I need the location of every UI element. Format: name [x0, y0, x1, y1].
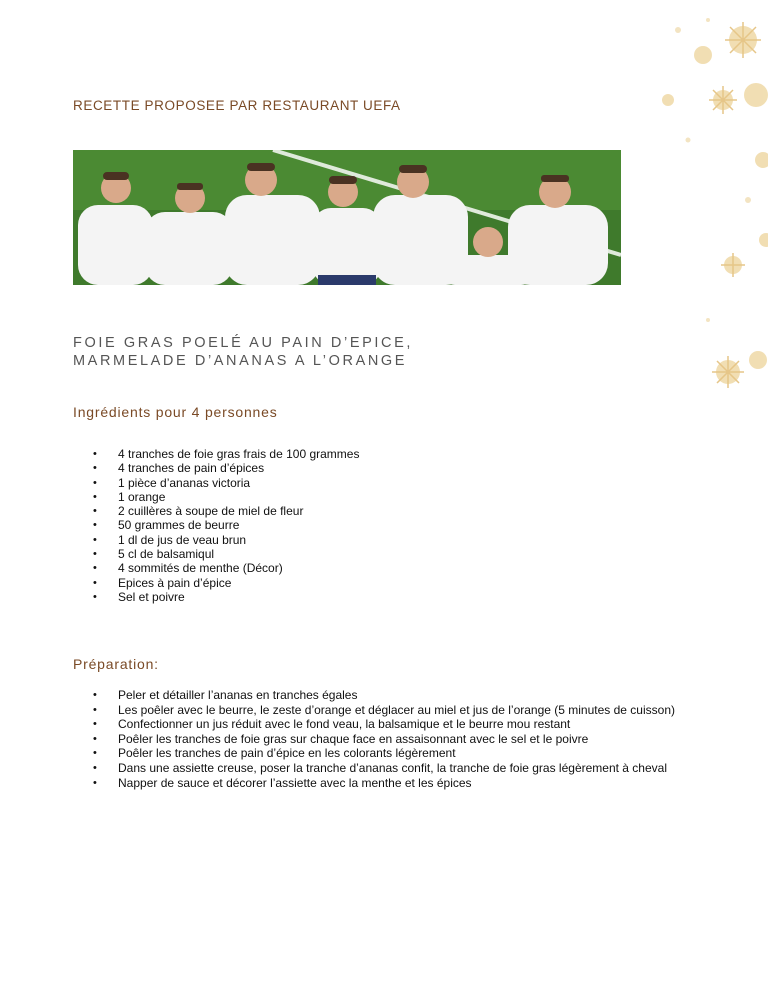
- list-item: • 4 tranches de pain d’épices: [118, 461, 718, 475]
- list-item: • 5 cl de balsamiqul: [118, 547, 718, 561]
- preparation-heading: Préparation:: [73, 656, 159, 672]
- ingredients-list: [118, 447, 718, 604]
- list-item: • Peler et détailler l’ananas en tranches égales: [118, 688, 688, 702]
- list-item: • Poêler les tranches de foie gras sur chaque face en assaisonnant avec le sel et le poivre: [118, 732, 688, 746]
- list-item: • Epices à pain d’épice: [118, 576, 718, 590]
- ingredients-heading: Ingrédients pour 4 personnes: [73, 404, 278, 420]
- team-photo: [73, 150, 621, 285]
- recipe-title-line1: FOIE GRAS POELÉ AU PAIN D’EPICE,: [73, 335, 413, 351]
- list-item: • 50 grammes de beurre: [118, 518, 718, 532]
- list-item: • 1 orange: [118, 490, 718, 504]
- list-item: • Napper de sauce et décorer l’assiette avec la menthe et les épices: [118, 776, 688, 790]
- list-item: • 1 dl de jus de veau brun: [118, 533, 718, 547]
- list-item: • 4 tranches de foie gras frais de 100 grammes: [118, 447, 718, 461]
- preparation-list: [118, 688, 688, 790]
- list-item: • Confectionner un jus réduit avec le fond veau, la balsamique et le beurre mou restant: [118, 717, 688, 731]
- recipe-title-line2: MARMELADE D’ANANAS A L’ORANGE: [73, 353, 408, 369]
- list-item: • Dans une assiette creuse, poser la tranche d’ananas confit, la tranche de foie gras légèrement à cheval: [118, 761, 688, 775]
- snowflake-decoration: [648, 0, 768, 400]
- list-item: • 1 pièce d’ananas victoria: [118, 476, 718, 490]
- restaurant-header: RECETTE PROPOSEE PAR RESTAURANT UEFA: [73, 98, 401, 113]
- list-item: • Sel et poivre: [118, 590, 718, 604]
- list-item: • 4 sommités de menthe (Décor): [118, 561, 718, 575]
- recipe-title: [73, 334, 413, 370]
- list-item: • Poêler les tranches de pain d’épice en les colorants légèrement: [118, 746, 688, 760]
- list-item: • Les poêler avec le beurre, le zeste d’orange et déglacer au miel et jus de l’orange (5 minutes de cuisson): [118, 703, 688, 717]
- list-item: • 2 cuillères à soupe de miel de fleur: [118, 504, 718, 518]
